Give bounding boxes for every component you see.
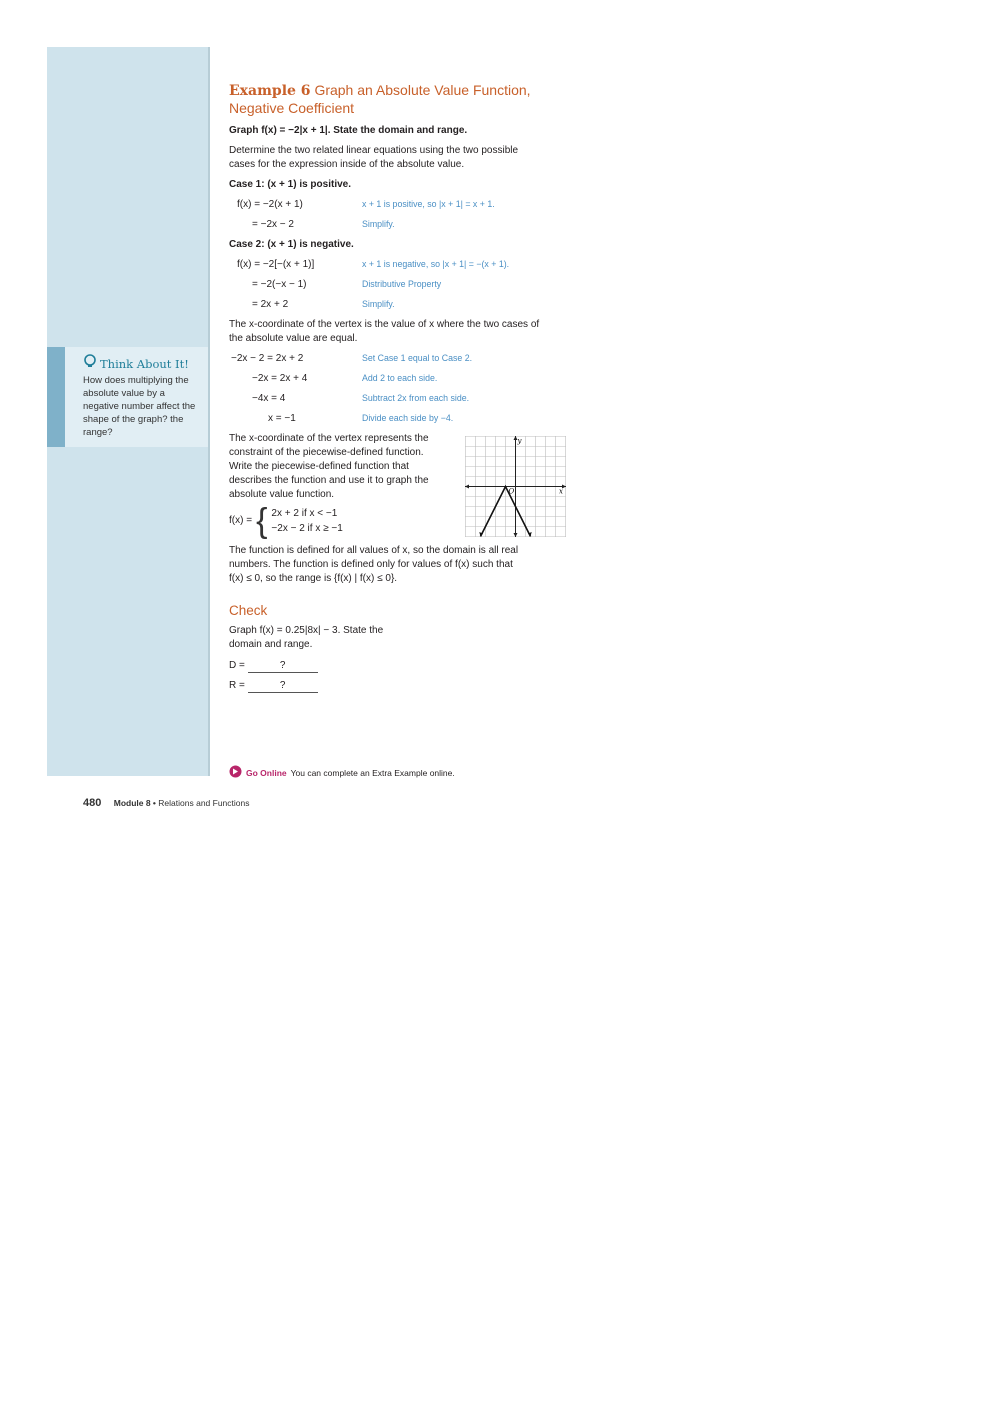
solve-step3-eq: −4x = 4 [252, 393, 286, 404]
case2-step2-note: Distributive Property [362, 279, 442, 289]
intro-line-2: cases for the expression inside of the absolute value. [229, 159, 465, 170]
solve-step1-note: Set Case 1 equal to Case 2. [362, 353, 473, 363]
constraint-line-5: absolute value function. [229, 489, 335, 500]
y-axis-label: y [517, 437, 522, 445]
conclusion-line-3: f(x) ≤ 0, so the range is {f(x) | f(x) ≤ 0}. [229, 573, 398, 584]
range-answer-blank[interactable]: ? [248, 680, 318, 693]
piecewise-function [229, 502, 343, 540]
example-title-line1: Graph an Absolute Value Function, [314, 82, 531, 98]
think-accent-bar [47, 347, 65, 447]
range-answer-row [229, 679, 318, 693]
absolute-value-graph [465, 436, 566, 537]
go-online-label[interactable]: Go Online [246, 767, 287, 778]
think-body: How does multiplying the absolute value by a negative number affect the shape of the graph? the range? [83, 375, 196, 438]
solve-step3-note: Subtract 2x from each side. [362, 393, 470, 403]
think-title: Think About It! [100, 356, 189, 371]
think-about-it-box [47, 347, 208, 447]
case1-step1-note: x + 1 is positive, so |x + 1| = x + 1. [362, 199, 495, 209]
domain-answer-blank[interactable]: ? [248, 660, 318, 673]
sidebar-rule [208, 47, 210, 776]
case1-heading: Case 1: (x + 1) is positive. [229, 179, 351, 190]
go-online-icon [229, 765, 242, 780]
graph-axes [465, 436, 566, 537]
domain-answer-row [229, 659, 318, 673]
page-number: 480 [83, 797, 102, 809]
domain-label: D = [229, 660, 245, 671]
case2-step3-note: Simplify. [362, 299, 395, 309]
piecewise-case-b: −2x − 2 if x ≥ −1 [271, 523, 343, 534]
conclusion-line-2: numbers. The function is defined only for values of f(x) such that [229, 559, 513, 570]
go-online-row[interactable] [229, 765, 455, 780]
solve-step4-note: Divide each side by −4. [362, 413, 454, 423]
check-heading: Check [229, 603, 268, 618]
origin-label: O [508, 487, 515, 496]
intro-line-1: Determine the two related linear equations using the two possible [229, 145, 519, 156]
brace-symbol: { [256, 502, 268, 540]
constraint-line-1: The x-coordinate of the vertex represents the [229, 433, 429, 444]
x-axis-label: x [559, 487, 563, 496]
conclusion-line-1: The function is defined for all values of x, so the domain is all real [229, 545, 519, 556]
case2-step1-note: x + 1 is negative, so |x + 1| = −(x + 1). [362, 259, 510, 269]
constraint-line-4: describes the function and use it to graph the [229, 475, 429, 486]
example-title-line2: Negative Coefficient [229, 100, 355, 116]
case1-step1-eq: f(x) = −2(x + 1) [237, 199, 303, 210]
case2-step2-eq: = −2(−x − 1) [252, 279, 307, 290]
check-prompt-line-1: Graph f(x) = 0.25|8x| − 3. State the [229, 625, 384, 636]
example-label: Example 6 [229, 83, 311, 99]
solve-step4-eq: x = −1 [268, 413, 296, 424]
case2-step3-eq: = 2x + 2 [252, 299, 289, 310]
range-label: R = [229, 680, 245, 691]
piecewise-case-a: 2x + 2 if x < −1 [271, 508, 338, 519]
check-prompt-line-2: domain and range. [229, 639, 313, 650]
task-statement: Graph f(x) = −2|x + 1|. State the domain and range. [229, 125, 468, 136]
example-title [229, 82, 531, 117]
case1-step2-eq: = −2x − 2 [252, 219, 294, 230]
solve-step2-note: Add 2 to each side. [362, 373, 438, 383]
footer-topic: Relations and Functions [158, 798, 250, 808]
constraint-line-2: constraint of the piecewise-defined function. [229, 447, 424, 458]
case1-step2-note: Simplify. [362, 219, 395, 229]
case2-heading: Case 2: (x + 1) is negative. [229, 239, 354, 250]
go-online-text: You can complete an Extra Example online. [290, 767, 455, 778]
piecewise-lhs: f(x) = [229, 515, 253, 526]
vertex-line-2: the absolute value are equal. [229, 333, 358, 344]
footer-module: Module 8 • [113, 798, 156, 808]
vertex-line-1: The x-coordinate of the vertex is the value of x where the two cases of [229, 319, 540, 330]
lightbulb-icon [83, 354, 97, 373]
solve-step1-eq: −2x − 2 = 2x + 2 [231, 353, 304, 364]
solve-step2-eq: −2x = 2x + 4 [252, 373, 308, 384]
case2-step1-eq: f(x) = −2[−(x + 1)] [237, 259, 315, 270]
page-footer [83, 797, 250, 809]
constraint-line-3: Write the piecewise-defined function that [229, 461, 409, 472]
